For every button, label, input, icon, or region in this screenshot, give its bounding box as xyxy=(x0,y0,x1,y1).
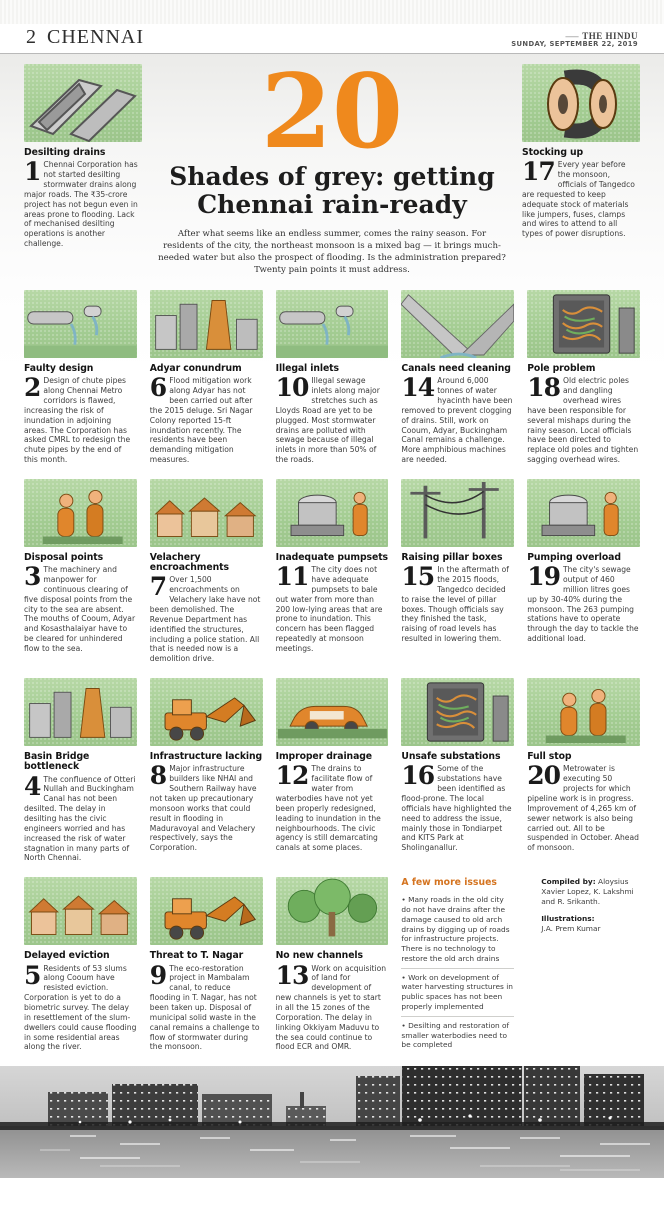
item-number: 15 xyxy=(401,562,435,592)
page-header xyxy=(0,24,664,54)
car-illustration xyxy=(276,678,389,746)
item-title: Adyar conundrum xyxy=(149,363,242,375)
item-title: No new channels xyxy=(275,950,363,962)
item-body: 1 Chennai Corporation has not started desilting stormwater drains along major roads. The ₹35-crore project has not begun even in areas prone to flooding. Lack of mechanised desilting operations is another challenge. xyxy=(24,157,138,249)
credits-box xyxy=(527,877,640,1054)
item-number: 4 xyxy=(24,771,41,801)
item-title: Canals need cleaning xyxy=(401,363,511,375)
news-item-card xyxy=(24,877,137,1054)
item-body: 17 Every year before the monsoon, officials of Tangedco are requested to keep adequate stock of materials like jumpers, fuses, clamps and wires to attend to all types of power disruptions. xyxy=(522,157,635,239)
item-number: 5 xyxy=(24,960,41,990)
item-title: Inadequate pumpsets xyxy=(275,551,388,563)
figures-illustration xyxy=(24,479,137,547)
news-item-card xyxy=(150,290,263,465)
item-title: Infrastructure lacking xyxy=(149,751,263,763)
news-item-card xyxy=(401,479,514,664)
news-item-card xyxy=(401,678,514,863)
more-issues-box xyxy=(401,877,514,1054)
pipes-illustration xyxy=(276,290,389,358)
trees-illustration xyxy=(276,877,389,945)
news-item-card xyxy=(401,290,514,465)
news-item-card xyxy=(24,290,137,465)
item-body: 20 Metrowater is executing 50 projects for which pipeline work is in progress. Improvement of 4,265 km of sewer network is also being carried out. All to be suspended in October. Ahead of monsoon. xyxy=(527,761,639,853)
item-title: Desilting drains xyxy=(24,147,106,158)
cabinet-illustration xyxy=(401,678,514,746)
news-item-card xyxy=(522,64,640,239)
feature-right-column xyxy=(522,64,640,276)
item-number: 10 xyxy=(275,373,309,403)
page-top-texture xyxy=(0,0,664,24)
item-body: 7 Over 1,500 encroachments on Velachery lake have not been demolished. The Revenue Department has identified the structures, including a police station. All that is needed now is a demolition drive. xyxy=(149,572,261,664)
item-number: 12 xyxy=(275,761,309,791)
feature-title: Shades of grey: getting Chennai rain-ready xyxy=(169,161,495,220)
news-item-card xyxy=(276,290,389,465)
more-issues-bullet: • Many roads in the old city do not have drains after the damage caused to old arch drains by digging up of roads for infrastructure projects. There is no technology to restore the old arch drains xyxy=(401,891,514,968)
big-number: 20 xyxy=(261,52,403,172)
item-title: Stocking up xyxy=(522,147,584,158)
item-body: 4 The confluence of Otteri Nullah and Buckingham Canal has not been desilted. The delay in desilting has the civic engineers worried and has increased the risk of water stagnation in many parts of North Chennai. xyxy=(24,771,136,863)
houses-illustration xyxy=(24,877,137,945)
item-number: 16 xyxy=(401,761,435,791)
item-title: Unsafe substations xyxy=(401,751,501,763)
items-row-3 xyxy=(24,678,640,863)
bottom-margin xyxy=(24,1178,640,1206)
page-number: 2 xyxy=(26,26,37,48)
masthead-brand xyxy=(511,31,638,49)
news-item-card xyxy=(24,64,142,249)
item-number: 19 xyxy=(527,562,560,592)
news-item-card xyxy=(527,290,640,465)
excavator-illustration xyxy=(150,877,263,945)
item-number: 17 xyxy=(522,157,555,187)
chennai-skyline-night-photo xyxy=(0,1066,664,1178)
item-title: Full stop xyxy=(527,751,572,763)
item-title: Disposal points xyxy=(24,551,104,563)
item-number: 7 xyxy=(149,572,167,602)
news-item-card xyxy=(276,479,389,664)
compiled-by: Compiled by: Aloysius Xavier Lopez, K. Lakshmi and R. Srikanth. xyxy=(541,877,634,907)
hindu-logo-icon: ⸺ xyxy=(565,31,580,41)
item-number: 1 xyxy=(24,157,41,187)
feature-section xyxy=(24,52,640,276)
item-number: 3 xyxy=(24,562,41,592)
item-number: 9 xyxy=(149,960,167,990)
figures-illustration xyxy=(527,678,640,746)
item-body: 12 The drains to facilitate flow of water from waterbodies have not yet been properly redesigned, leading to inundation in the neighbourhoods. The civic agency is still demarcating canals at some places. xyxy=(275,761,381,853)
news-item-card xyxy=(150,678,263,863)
item-title: Pumping overload xyxy=(527,551,621,563)
item-body: 14 Around 6,000 tonnes of water hyacinth have been removed to prevent clogging of drains. Still, work on Cooum, Adyar, Buckingham Canal remains a challenge. More amphibious machines are needed. xyxy=(401,373,513,465)
item-body: 11 The city does not have adequate pumpsets to bale out water from more than 200 low-lying areas that are prone to inundation. This concern has been flagged repeatedly at monsoon meetings. xyxy=(275,562,383,654)
more-issues-title: A few more issues xyxy=(401,877,497,889)
item-number: 11 xyxy=(275,562,309,592)
feature-left-column xyxy=(24,64,142,276)
item-body: 3 The machinery and manpower for continuous clearing of five disposal points from the city to the sea are absent. The mouths of Cooum, Adyar and Kosasthalaiyar have to be cleared for unhindered flow to the sea. xyxy=(24,562,136,654)
item-title: Pole problem xyxy=(527,363,596,375)
canal-illustration xyxy=(401,290,514,358)
news-item-card xyxy=(527,479,640,664)
item-number: 8 xyxy=(149,761,167,791)
more-issues-bullet: • Desilting and restoration of smaller waterbodies need to be completed xyxy=(401,1017,514,1054)
pipes-illustration xyxy=(24,290,137,358)
item-body: 15 In the aftermath of the 2015 floods, Tangedco decided to raise the level of pillar boxes. Though officials say they finished the task, raising of road levels has resulted in lowering them. xyxy=(401,562,509,644)
items-row-1 xyxy=(24,290,640,465)
item-title: Raising pillar boxes xyxy=(401,551,503,563)
item-body: 8 Major infrastructure builders like NHAI and Southern Railway have not taken up precautionary monsoon works that could result in flooding in Maduravoyal and Velachery respectively, says the Corporation. xyxy=(149,761,257,853)
news-item-card xyxy=(276,877,389,1054)
news-item-card xyxy=(24,479,137,664)
item-body: 18 Old electric poles and dangling overhead wires have been responsible for several mishaps during the rainy season. Local officials have been directed to replace old poles and tighten sagging overhead wires. xyxy=(527,373,639,465)
item-title: Faulty design xyxy=(24,363,94,375)
item-title: Illegal inlets xyxy=(275,363,339,375)
item-body: 10 Illegal sewage inlets along major stretches such as Lloyds Road are yet to be plugged. Most stormwater drains are polluted with sewage because of illegal inlets in more than 50% of the roads. xyxy=(275,373,380,465)
news-item-card xyxy=(276,678,389,863)
page-content xyxy=(0,54,664,1206)
news-item-card xyxy=(527,678,640,863)
poles-illustration xyxy=(401,479,514,547)
item-body: 13 Work on acquisition of land for development of new channels is yet to start in all the 15 zones of the Corporation. The delay in linking Okkiyam Maduvu to the sea could continue to flood ECR and OMR. xyxy=(275,960,387,1052)
item-title: Velachery encroachments xyxy=(149,551,229,574)
houses-illustration xyxy=(150,479,263,547)
spool-illustration xyxy=(522,64,640,142)
item-number: 2 xyxy=(24,373,41,403)
section-name: CHENNAI xyxy=(47,26,144,48)
item-title: Threat to T. Nagar xyxy=(149,950,244,962)
item-body: 16 Some of the substations have been identified as flood-prone. The local officials have highlighted the need to address the issue, mainly those in Tondiarpet and KITS Park at Sholinganallur. xyxy=(401,761,512,853)
cabinet-illustration xyxy=(527,290,640,358)
items-row-4 xyxy=(24,877,640,1054)
item-body: 2 Design of chute pipes along Chennai Metro corridors is flawed, increasing the risk of inundation in adjoining areas. The Corporation has asked CMRL to redesign the chute pipes by the end of this month. xyxy=(24,373,131,465)
item-body: 5 Residents of 53 slums along Cooum have resisted eviction. Corporation is yet to do a biometric survey. The delay in resettlement of the slum-dwellers could cause flooding in some residential areas along the river. xyxy=(24,960,137,1052)
feature-center-column xyxy=(156,52,508,276)
news-item-card xyxy=(150,877,263,1054)
news-item-card xyxy=(24,678,137,863)
item-number: 6 xyxy=(149,373,167,403)
section-title xyxy=(26,26,144,49)
item-title: Basin Bridge bottleneck xyxy=(24,751,90,773)
excavator-illustration xyxy=(150,678,263,746)
more-issues-list xyxy=(401,891,514,1054)
item-body: 6 Flood mitigation work along Adyar has not been carried out after the 2015 deluge. Sri Nagar Colony reported 15-ft inundation recently. The residents have been demanding mitigation measures. xyxy=(149,373,253,465)
edition-date: SUNDAY, SEPTEMBER 22, 2019 xyxy=(511,40,638,49)
item-title: Delayed eviction xyxy=(24,950,110,962)
news-item-card xyxy=(150,479,263,664)
feature-intro: After what seems like an endless summer, comes the rainy season. For residents of the city, the northeast monsoon is a mixed bag — it brings much-needed water but also the prospect of flooding. Is the administration prepared? Twenty pain points it must address. xyxy=(158,228,506,275)
illustrations-credit: Illustrations: J.A. Prem Kumar xyxy=(541,914,601,934)
pump-illustration xyxy=(276,479,389,547)
buildings-illustration xyxy=(24,678,137,746)
item-title: Improper drainage xyxy=(275,751,373,763)
buildings-illustration xyxy=(150,290,263,358)
item-number: 20 xyxy=(527,761,560,791)
item-number: 13 xyxy=(275,960,309,990)
more-issues-bullet: • Work on development of water harvesting structures in public spaces has not been properly implemented xyxy=(401,969,514,1017)
item-number: 18 xyxy=(527,373,560,403)
item-body: 19 The city's sewage output of 460 million litres goes up by 30-40% during the monsoon. The 263 pumping stations have to operate through the day to tackle the additional load. xyxy=(527,562,639,644)
pump-illustration xyxy=(527,479,640,547)
item-body: 9 The eco-restoration project in Mambalam canal, to reduce flooding in T. Nagar, has not been taken up. Disposal of municipal solid waste in the canal remains a challenge to flow of stormwater during the monsoon. xyxy=(149,960,260,1052)
items-row-2 xyxy=(24,479,640,664)
paper-name: ⸺ THE HINDU xyxy=(565,30,638,41)
drains-illustration xyxy=(24,64,142,142)
item-number: 14 xyxy=(401,373,435,403)
